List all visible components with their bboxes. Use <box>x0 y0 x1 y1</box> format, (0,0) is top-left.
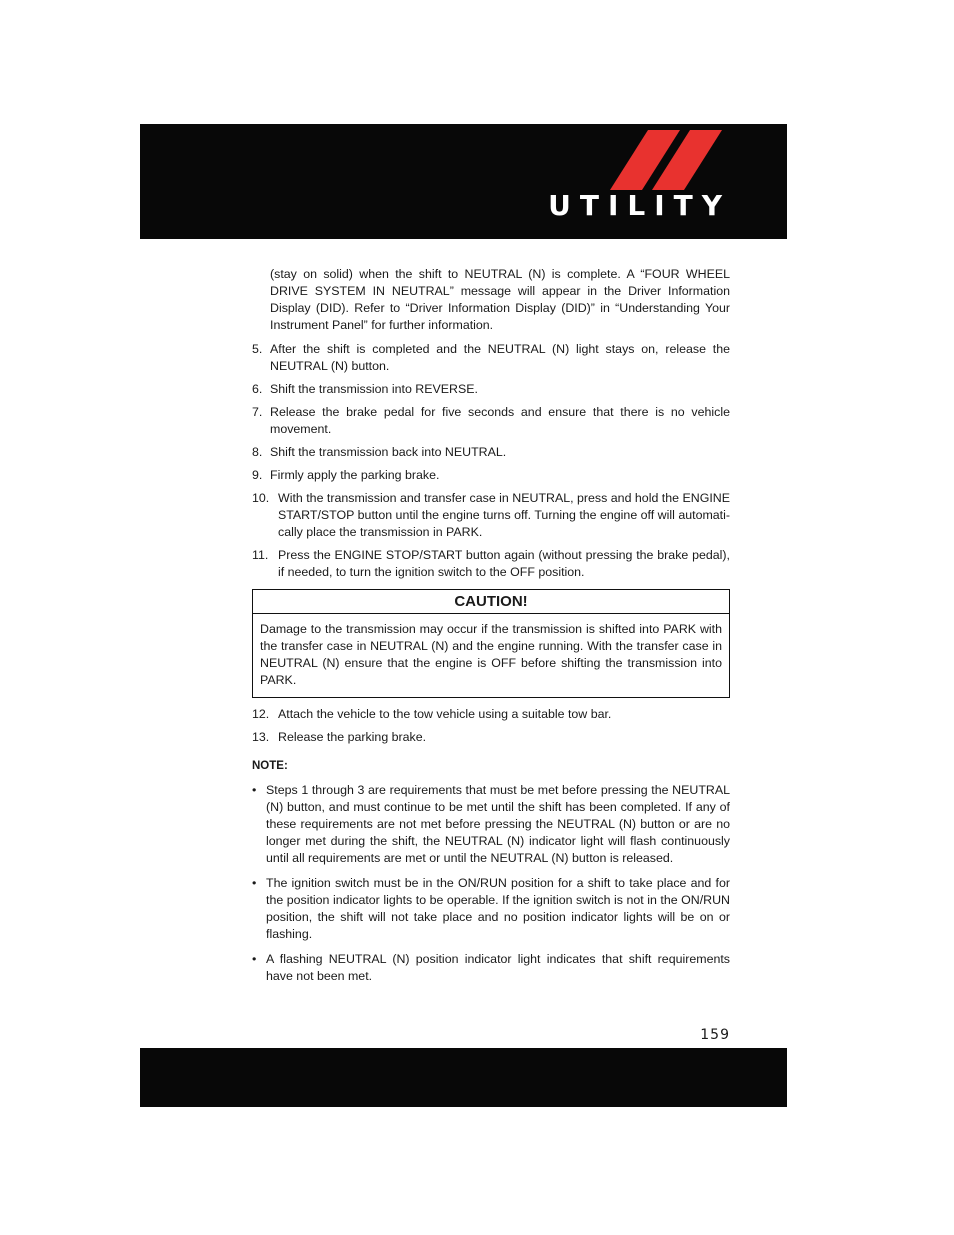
page-number: 159 <box>700 1027 730 1043</box>
step-number: 8. <box>252 445 263 459</box>
step-number: 7. <box>252 405 263 419</box>
step-text: After the shift is completed and the NEUTRAL (N) light stays on, release the NEUTRAL (N) button. <box>270 342 730 373</box>
caution-body: Damage to the transmission may occur if the transmission is shifted into PARK with the transfer case in NEUTRAL (N) and the engine running. With the transfer case in NEUTRAL (N) ensure that the engine is OFF before shifting the transmission into PARK. <box>260 622 722 687</box>
step-number: 13. <box>252 730 270 744</box>
note-text: Steps 1 through 3 are requirements that must be met before pressing the NEUTRAL (N) button, and must continue to be met until the shift has been completed. If any of these requirements are not met before pressing the NEUTRAL (N) button or are no longer met during the shift, the NEUTRAL (N) indicator light will flash continuously until all requirements are met or until the NEUTRAL (N) button is released. <box>266 783 730 865</box>
note-text: The ignition switch must be in the ON/RUN position for a shift to take place and for the position indicator lights to be operable. If the ignition switch is not in the ON/RUN position, the shift will not take place and no position indicator lights will be on or flashing. <box>266 876 730 941</box>
bullet-icon: • <box>252 783 257 797</box>
note-item <box>252 782 730 867</box>
step-item <box>252 547 730 581</box>
step-number: 10. <box>252 491 270 505</box>
step-item <box>252 341 730 375</box>
step-item <box>252 490 730 541</box>
step-text: With the transmission and transfer case in NEUTRAL, press and hold the ENGINE START/STOP button until the engine turns off. Turning the engine off will automati-cally place the transmission in PARK. <box>278 491 730 539</box>
step-item <box>252 444 730 461</box>
bullet-icon: • <box>252 952 257 966</box>
step-text: Attach the vehicle to the tow vehicle using a suitable tow bar. <box>278 707 612 721</box>
header-band <box>140 124 787 239</box>
step-number: 5. <box>252 342 263 356</box>
step-item <box>252 706 730 723</box>
note-item <box>252 875 730 943</box>
note-text: A flashing NEUTRAL (N) position indicator light indicates that shift requirements have not been met. <box>266 952 730 983</box>
bullet-icon: • <box>252 876 257 890</box>
caution-title: CAUTION! <box>253 590 729 614</box>
step-text: Shift the transmission into REVERSE. <box>270 382 478 396</box>
steps-list-continued <box>252 706 730 746</box>
section-title: UTILITY <box>548 189 731 222</box>
step-item <box>252 381 730 398</box>
step-number: 12. <box>252 707 270 721</box>
footer-band <box>140 1048 787 1107</box>
caution-box <box>252 589 730 698</box>
step-text: Firmly apply the parking brake. <box>270 468 440 482</box>
step-text: Release the brake pedal for five seconds and ensure that there is no vehicle movement. <box>270 405 730 436</box>
step-item <box>252 467 730 484</box>
step-item <box>252 404 730 438</box>
step-number: 9. <box>252 468 263 482</box>
step-number: 11. <box>252 548 269 562</box>
double-slash-stripes-icon <box>610 130 722 190</box>
note-item <box>252 951 730 985</box>
note-label: NOTE: <box>252 760 288 772</box>
notes-list <box>252 782 730 985</box>
page-content <box>252 266 730 993</box>
step-text: Shift the transmission back into NEUTRAL. <box>270 445 507 459</box>
continuation-paragraph: (stay on solid) when the shift to NEUTRAL (N) is complete. A “FOUR WHEEL DRIVE SYSTEM IN NEUTRAL” message will appear in the Driver Information Display (DID). Refer to “Driver Information Display (DID)” in “Understanding Your Instrument Panel” for further information. <box>270 267 730 332</box>
step-text: Release the parking brake. <box>278 730 427 744</box>
step-number: 6. <box>252 382 263 396</box>
step-item <box>252 729 730 746</box>
steps-list <box>252 341 730 581</box>
step-text: Press the ENGINE STOP/START button again (without pressing the brake pedal), if needed, to turn the ignition switch to the OFF position. <box>278 548 730 579</box>
